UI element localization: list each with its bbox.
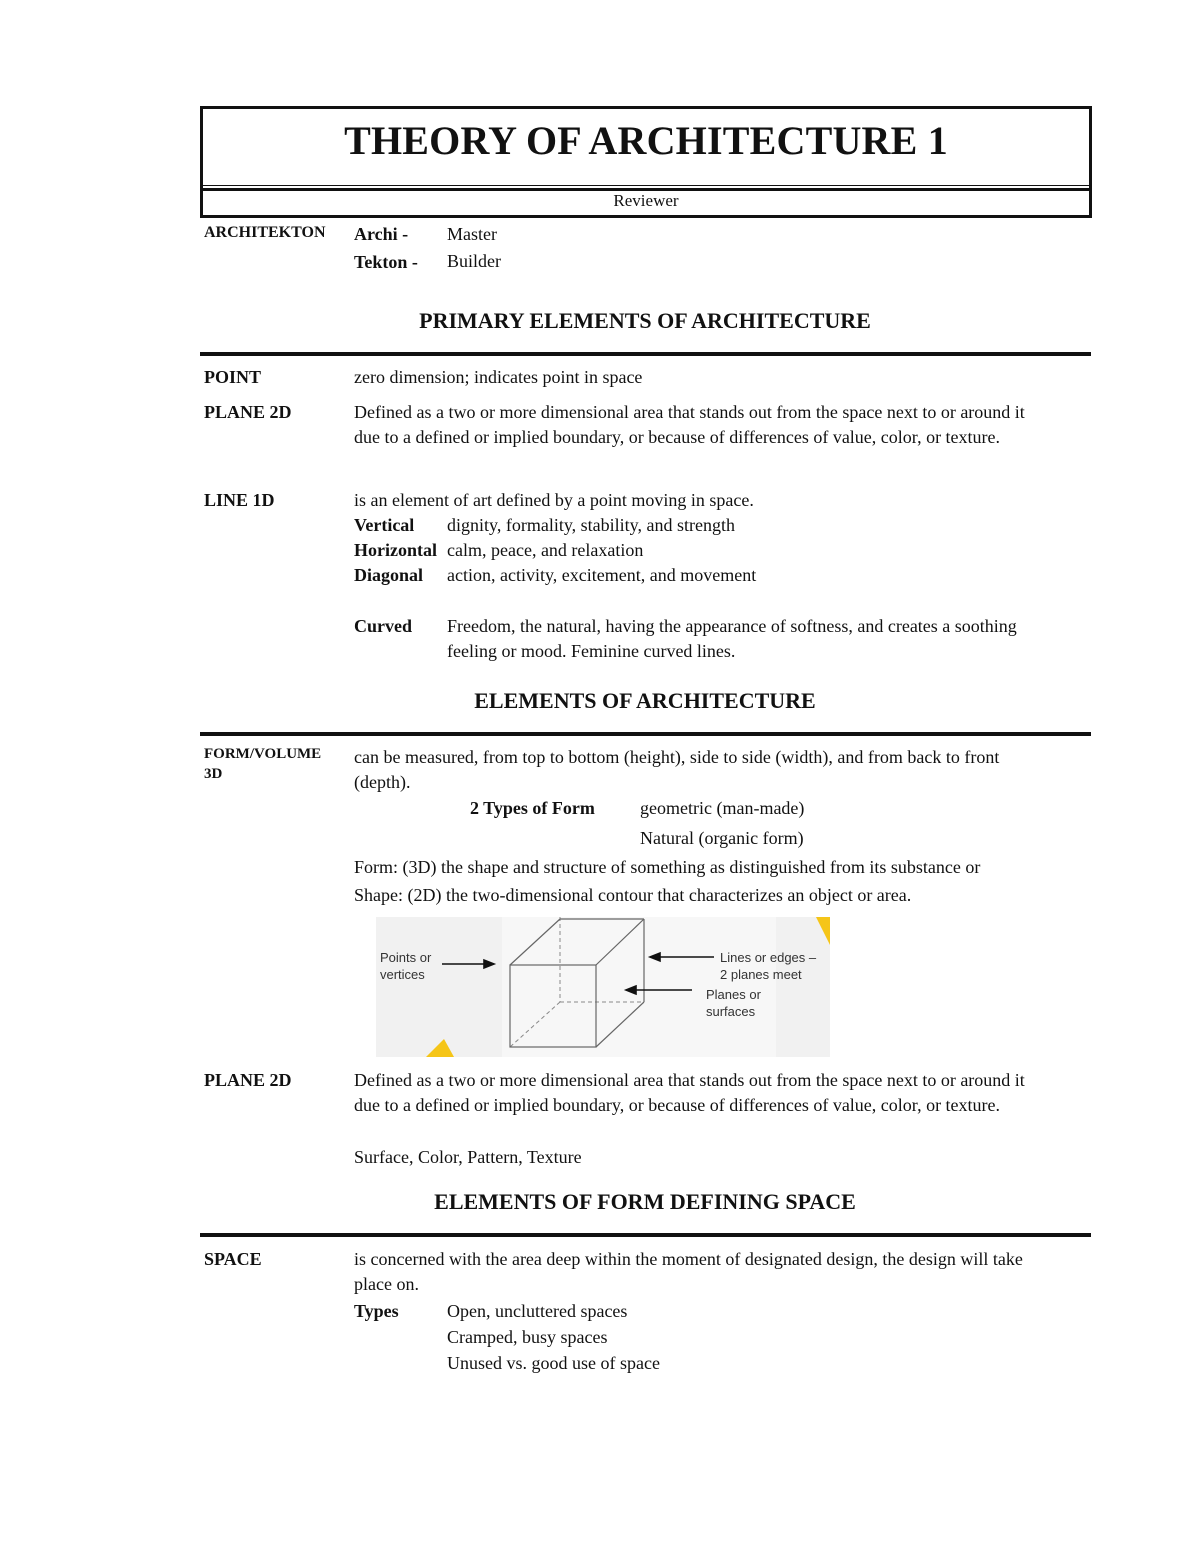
label-lines-edges-2: 2 planes meet xyxy=(720,967,802,982)
label-planes-surfaces-2: surfaces xyxy=(706,1004,756,1019)
page-subtitle: Reviewer xyxy=(613,191,679,210)
etymology-meaning-builder: Builder xyxy=(447,251,501,271)
label-plane: PLANE 2D xyxy=(204,402,292,422)
line-type-horizontal-desc: calm, peace, and relaxation xyxy=(447,540,644,560)
text-form-definition: Form: (3D) the shape and structure of something as distinguished from its substance or xyxy=(354,857,981,877)
label-form-line2: 3D xyxy=(204,766,223,782)
line-type-horizontal: Horizontal xyxy=(354,540,437,560)
space-type-unused: Unused vs. good use of space xyxy=(447,1353,660,1373)
text-form-line2: (depth). xyxy=(354,772,411,792)
label-space: SPACE xyxy=(204,1249,262,1269)
title-box xyxy=(200,106,1092,218)
text-plane-2-list: Surface, Color, Pattern, Texture xyxy=(354,1147,582,1167)
page-title: THEORY OF ARCHITECTURE 1 xyxy=(344,118,948,163)
etymology-root-tekton: Tekton - xyxy=(354,252,418,272)
label-point: POINT xyxy=(204,367,262,387)
form-type-natural: Natural (organic form) xyxy=(640,828,804,848)
label-points-vertices-2: vertices xyxy=(380,967,425,982)
text-plane-line1: Defined as a two or more dimensional area that stands out from the space next to or around it xyxy=(354,402,1025,422)
text-plane-2-line2: due to a defined or implied boundary, or because of differences of value, color, or texture. xyxy=(354,1095,1001,1115)
form-types-label: 2 Types of Form xyxy=(470,798,595,818)
etymology-meaning-master: Master xyxy=(447,224,497,244)
space-types-label: Types xyxy=(354,1301,399,1321)
section-heading-form-space: ELEMENTS OF FORM DEFINING SPACE xyxy=(434,1189,856,1214)
text-line: is an element of art defined by a point moving in space. xyxy=(354,490,754,510)
line-type-diagonal-desc: action, activity, excitement, and movement xyxy=(447,565,757,585)
space-type-cramped: Cramped, busy spaces xyxy=(447,1327,608,1347)
section-divider xyxy=(200,732,1091,736)
form-type-geometric: geometric (man-made) xyxy=(640,798,805,818)
label-points-vertices-1: Points or xyxy=(380,950,432,965)
cube-diagram-graphic xyxy=(376,917,830,1057)
line-type-vertical-desc: dignity, formality, stability, and strength xyxy=(447,515,735,535)
text-space-line1: is concerned with the area deep within the moment of designated design, the design will take xyxy=(354,1249,1023,1269)
line-type-vertical: Vertical xyxy=(354,515,415,535)
space-type-open: Open, uncluttered spaces xyxy=(447,1301,628,1321)
line-type-curved-desc-1: Freedom, the natural, having the appearance of softness, and creates a soothing xyxy=(447,616,1017,636)
text-shape-definition: Shape: (2D) the two-dimensional contour that characterizes an object or area. xyxy=(354,885,912,905)
text-space-line2: place on. xyxy=(354,1274,419,1294)
text-form-line1: can be measured, from top to bottom (height), side to side (width), and from back to front xyxy=(354,747,1000,767)
section-heading-elements: ELEMENTS OF ARCHITECTURE xyxy=(474,688,816,713)
line-type-curved-desc-2: feeling or mood. Feminine curved lines. xyxy=(447,641,736,661)
line-type-curved: Curved xyxy=(354,616,412,636)
label-form-line1: FORM/VOLUME xyxy=(204,746,322,762)
etymology-term: ARCHITEKTON xyxy=(204,224,326,241)
cube-diagram xyxy=(376,917,830,1057)
section-divider xyxy=(200,352,1091,356)
yellow-accent-shape xyxy=(816,917,830,945)
line-type-diagonal: Diagonal xyxy=(354,565,424,585)
label-planes-surfaces-1: Planes or xyxy=(706,987,761,1002)
text-point: zero dimension; indicates point in space xyxy=(354,367,643,387)
yellow-accent-shape xyxy=(426,1039,454,1057)
etymology-root-archi: Archi - xyxy=(354,224,409,244)
label-plane-2: PLANE 2D xyxy=(204,1070,292,1090)
section-divider xyxy=(200,1233,1091,1237)
text-plane-2-line1: Defined as a two or more dimensional area that stands out from the space next to or around it xyxy=(354,1070,1025,1090)
section-heading-primary: PRIMARY ELEMENTS OF ARCHITECTURE xyxy=(419,308,871,333)
text-plane-line2: due to a defined or implied boundary, or because of differences of value, color, or texture. xyxy=(354,427,1001,447)
label-lines-edges-1: Lines or edges – xyxy=(720,950,817,965)
label-line: LINE 1D xyxy=(204,490,275,510)
